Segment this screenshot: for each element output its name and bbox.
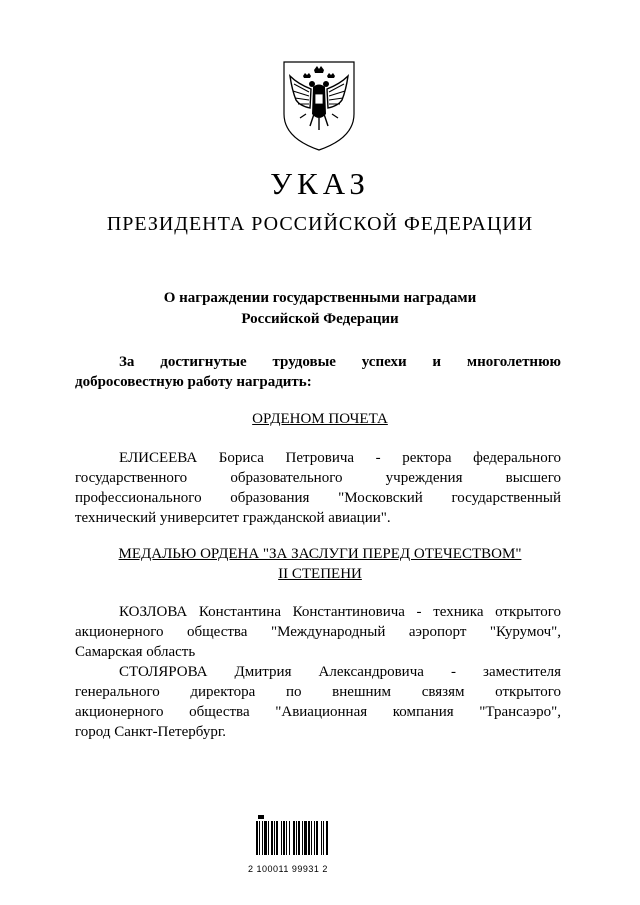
recipient-paragraph [75, 448, 561, 528]
recipient-paragraph [75, 602, 561, 662]
decree-subject [0, 288, 640, 330]
recipient-line: ЕЛИСЕЕВА Бориса Петровича - ректора федерального [119, 450, 561, 466]
award-heading-text: II СТЕПЕНИ [278, 566, 362, 582]
intro-line: За достигнутые трудовые успехи и многолетнюю [119, 354, 561, 370]
recipient-line: акционерного общества "Авиационная компания "Трансаэро", [75, 704, 561, 720]
award-heading-text: МЕДАЛЬЮ ОРДЕНА "ЗА ЗАСЛУГИ ПЕРЕД ОТЕЧЕСТВОМ" [118, 546, 522, 562]
subject-line: Российской Федерации [241, 311, 399, 327]
award-heading-medal [0, 544, 640, 584]
recipient-line: СТОЛЯРОВА Дмитрия Александровича - заместителя [119, 664, 561, 680]
barcode-number: 2 100011 99931 2 [248, 864, 328, 874]
recipient-line: генерального директора по внешним связям открытого [75, 684, 561, 700]
recipient-line: профессионального образования "Московский государственный [75, 490, 561, 506]
intro-paragraph [75, 352, 561, 392]
page-subtitle: ПРЕЗИДЕНТА РОССИЙСКОЙ ФЕДЕРАЦИИ [106, 213, 534, 235]
recipient-line: КОЗЛОВА Константина Константиновича - техника открытого [119, 604, 561, 620]
recipient-line: акционерного общества "Международный аэропорт "Курумоч", [75, 624, 561, 640]
recipient-line: Самарская область [75, 644, 196, 660]
award-heading-order-of-honor [0, 409, 640, 429]
recipient-paragraph [75, 662, 561, 742]
page-title: УКАЗ [270, 166, 370, 201]
intro-line: добросовестную работу наградить: [75, 374, 312, 390]
barcode-icon [250, 815, 370, 857]
award-heading-text: ОРДЕНОМ ПОЧЕТА [252, 411, 388, 427]
recipient-line: государственного образовательного учреждения высшего [75, 470, 561, 486]
coat-of-arms-icon [276, 56, 362, 154]
recipient-line: технический университет гражданской авиации". [75, 510, 391, 526]
recipient-line: город Санкт-Петербург. [75, 724, 227, 740]
subject-line: О награждении государственными наградами [163, 290, 477, 306]
